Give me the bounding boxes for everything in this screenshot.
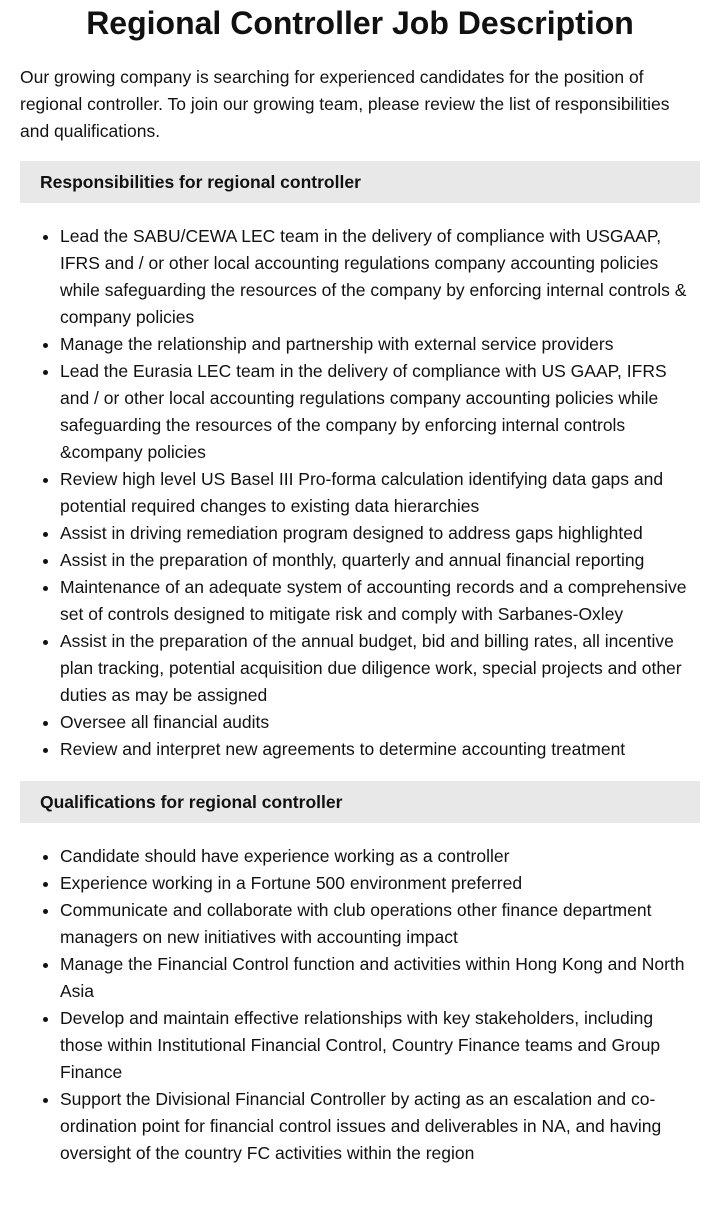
list-item: • Lead the SABU/CEWA LEC team in the delivery of compliance with USGAAP, IFRS and / or other local accounting regulations company accounting policies while safeguarding the resources of the company by enforcing internal controls & company policies <box>60 223 700 331</box>
list-item: • Manage the relationship and partnership with external service providers <box>60 331 700 358</box>
intro-text: Our growing company is searching for experienced candidates for the position of regional controller. To join our growing team, please review the list of responsibilities and qualifications. <box>20 67 670 141</box>
list-item: • Review high level US Basel III Pro-forma calculation identifying data gaps and potential required changes to existing data hierarchies <box>60 466 700 520</box>
list-item: • Experience working in a Fortune 500 environment preferred <box>60 870 700 897</box>
list-item: • Review and interpret new agreements to determine accounting treatment <box>60 736 700 763</box>
list-item: • Oversee all financial audits <box>60 709 700 736</box>
responsibilities-list <box>20 223 700 763</box>
list-item: • Maintenance of an adequate system of accounting records and a comprehensive set of controls designed to mitigate risk and comply with Sarbanes-Oxley <box>60 574 700 628</box>
list-item: • Manage the Financial Control function and activities within Hong Kong and North Asia <box>60 951 700 1005</box>
list-item: • Develop and maintain effective relationships with key stakeholders, including those within Institutional Financial Control, Country Finance teams and Group Finance <box>60 1005 700 1086</box>
qualifications-list <box>20 843 700 1167</box>
list-item: • Support the Divisional Financial Controller by acting as an escalation and co-ordination point for financial control issues and deliverables in NA, and having oversight of the country FC activities within the region <box>60 1086 700 1167</box>
page-title: Regional Controller Job Description <box>86 5 634 41</box>
list-item: • Candidate should have experience working as a controller <box>60 843 700 870</box>
list-item: • Lead the Eurasia LEC team in the delivery of compliance with US GAAP, IFRS and / or other local accounting regulations company accounting policies while safeguarding the resources of the company by enforcing internal controls &company policies <box>60 358 700 466</box>
list-item: • Assist in driving remediation program designed to address gaps highlighted <box>60 520 700 547</box>
list-item: • Communicate and collaborate with club operations other finance department managers on new initiatives with accounting impact <box>60 897 700 951</box>
responsibilities-heading: Responsibilities for regional controller <box>20 161 700 203</box>
qualifications-heading: Qualifications for regional controller <box>20 781 700 823</box>
list-item: • Assist in the preparation of the annual budget, bid and billing rates, all incentive plan tracking, potential acquisition due diligence work, special projects and other duties as may be assigned <box>60 628 700 709</box>
list-item: • Assist in the preparation of monthly, quarterly and annual financial reporting <box>60 547 700 574</box>
